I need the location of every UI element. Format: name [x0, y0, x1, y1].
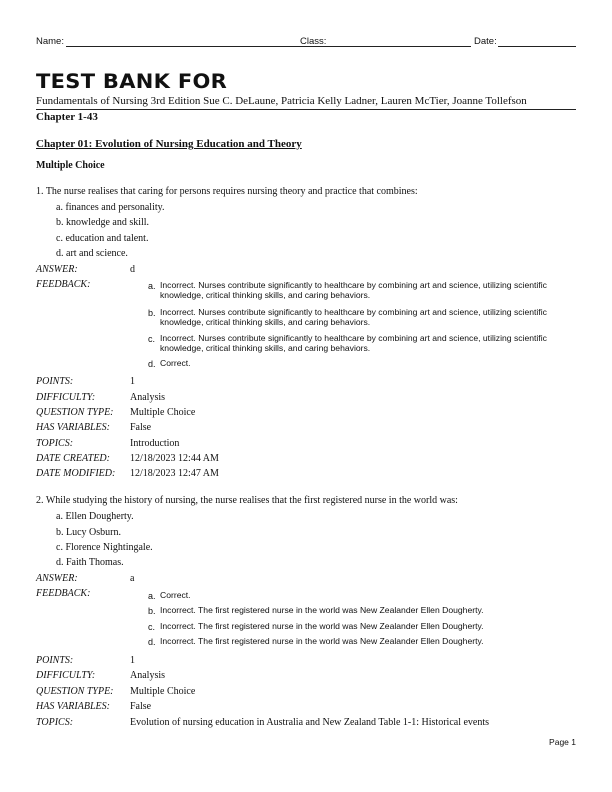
feedback-text: Incorrect. Nurses contribute significantly to healthcare by combining art and science, utilizing scientific knowledge, critical thinking skills, and caring behaviors.	[160, 280, 547, 300]
class-blank	[328, 46, 471, 47]
feedback-letter: a.	[148, 591, 156, 601]
name-label: Name:	[36, 36, 64, 47]
date-created-value: 12/18/2023 12:44 AM	[130, 453, 219, 464]
question-stem: 2. While studying the history of nursing, the nurse realises that the first registered nurse in the world was:	[36, 495, 458, 506]
difficulty-label: DIFFICULTY:	[36, 670, 96, 681]
feedback-text: Incorrect. The first registered nurse in the world was New Zealander Ellen Dougherty.	[160, 621, 484, 631]
feedback-text: Incorrect. The first registered nurse in the world was New Zealander Ellen Dougherty.	[160, 605, 484, 615]
feedback-letter: b.	[148, 308, 156, 318]
question-type-value: Multiple Choice	[130, 407, 196, 418]
answer-value: d	[130, 264, 135, 275]
points-label: POINTS:	[36, 376, 74, 387]
has-variables-label: HAS VARIABLES:	[36, 701, 110, 712]
date-blank	[498, 46, 576, 47]
chapter-range: Chapter 1-43	[36, 111, 98, 123]
answer-value: a	[130, 573, 135, 584]
page-number: Page 1	[549, 737, 576, 747]
topics-label: TOPICS:	[36, 717, 74, 728]
title-divider	[36, 109, 576, 110]
feedback-letter: d.	[148, 637, 156, 647]
answer-label: ANSWER:	[36, 264, 78, 275]
answer-option: a. finances and personality.	[56, 202, 165, 213]
topics-value: Evolution of nursing education in Australia and New Zealand Table 1-1: Historical events	[130, 717, 490, 728]
feedback-text: Incorrect. The first registered nurse in the world was New Zealander Ellen Dougherty.	[160, 636, 484, 646]
class-label: Class:	[300, 36, 327, 47]
feedback-text: Correct.	[160, 590, 191, 600]
question-type-value: Multiple Choice	[130, 686, 196, 697]
answer-label: ANSWER:	[36, 573, 78, 584]
answer-option: d. art and science.	[56, 248, 128, 259]
has-variables-value: False	[130, 422, 152, 433]
chapter-heading: Chapter 01: Evolution of Nursing Education and Theory	[36, 138, 302, 150]
section-heading: Multiple Choice	[36, 160, 105, 171]
feedback-text: Incorrect. Nurses contribute significantly to healthcare by combining art and science, utilizing scientific knowledge, critical thinking skills, and caring behaviors.	[160, 307, 547, 327]
feedback-text: Correct.	[160, 358, 191, 368]
name-blank	[66, 46, 328, 47]
feedback-label: FEEDBACK:	[36, 588, 91, 599]
book-subtitle: Fundamentals of Nursing 3rd Edition Sue C. DeLaune, Patricia Kelly Ladner, Lauren McTier, Joanne Tollefson	[36, 95, 527, 107]
points-label: POINTS:	[36, 655, 74, 666]
difficulty-label: DIFFICULTY:	[36, 392, 96, 403]
difficulty-value: Analysis	[130, 392, 165, 403]
date-label: Date:	[474, 36, 497, 47]
answer-option: a. Ellen Dougherty.	[56, 511, 134, 522]
topics-label: TOPICS:	[36, 438, 74, 449]
date-created-label: DATE CREATED:	[36, 453, 110, 464]
difficulty-value: Analysis	[130, 670, 165, 681]
points-value: 1	[130, 655, 135, 666]
answer-option: c. Florence Nightingale.	[56, 542, 153, 553]
answer-option: b. Lucy Osburn.	[56, 527, 121, 538]
answer-option: c. education and talent.	[56, 233, 149, 244]
has-variables-label: HAS VARIABLES:	[36, 422, 110, 433]
topics-value: Introduction	[130, 438, 180, 449]
feedback-letter: c.	[148, 334, 156, 344]
question-type-label: QUESTION TYPE:	[36, 686, 114, 697]
date-modified-value: 12/18/2023 12:47 AM	[130, 468, 219, 479]
answer-option: d. Faith Thomas.	[56, 557, 124, 568]
page-title: TEST BANK FOR	[36, 70, 228, 93]
feedback-text: Incorrect. Nurses contribute significantly to healthcare by combining art and science, utilizing scientific knowledge, critical thinking skills, and caring behaviors.	[160, 333, 547, 353]
feedback-letter: d.	[148, 359, 156, 369]
question-stem: 1. The nurse realises that caring for persons requires nursing theory and practice that combines:	[36, 186, 418, 197]
student-info-header	[36, 36, 576, 50]
has-variables-value: False	[130, 701, 152, 712]
date-modified-label: DATE MODIFIED:	[36, 468, 116, 479]
points-value: 1	[130, 376, 135, 387]
feedback-letter: c.	[148, 622, 156, 632]
feedback-letter: b.	[148, 606, 156, 616]
answer-option: b. knowledge and skill.	[56, 217, 150, 228]
feedback-label: FEEDBACK:	[36, 279, 91, 290]
question-type-label: QUESTION TYPE:	[36, 407, 114, 418]
feedback-letter: a.	[148, 281, 156, 291]
